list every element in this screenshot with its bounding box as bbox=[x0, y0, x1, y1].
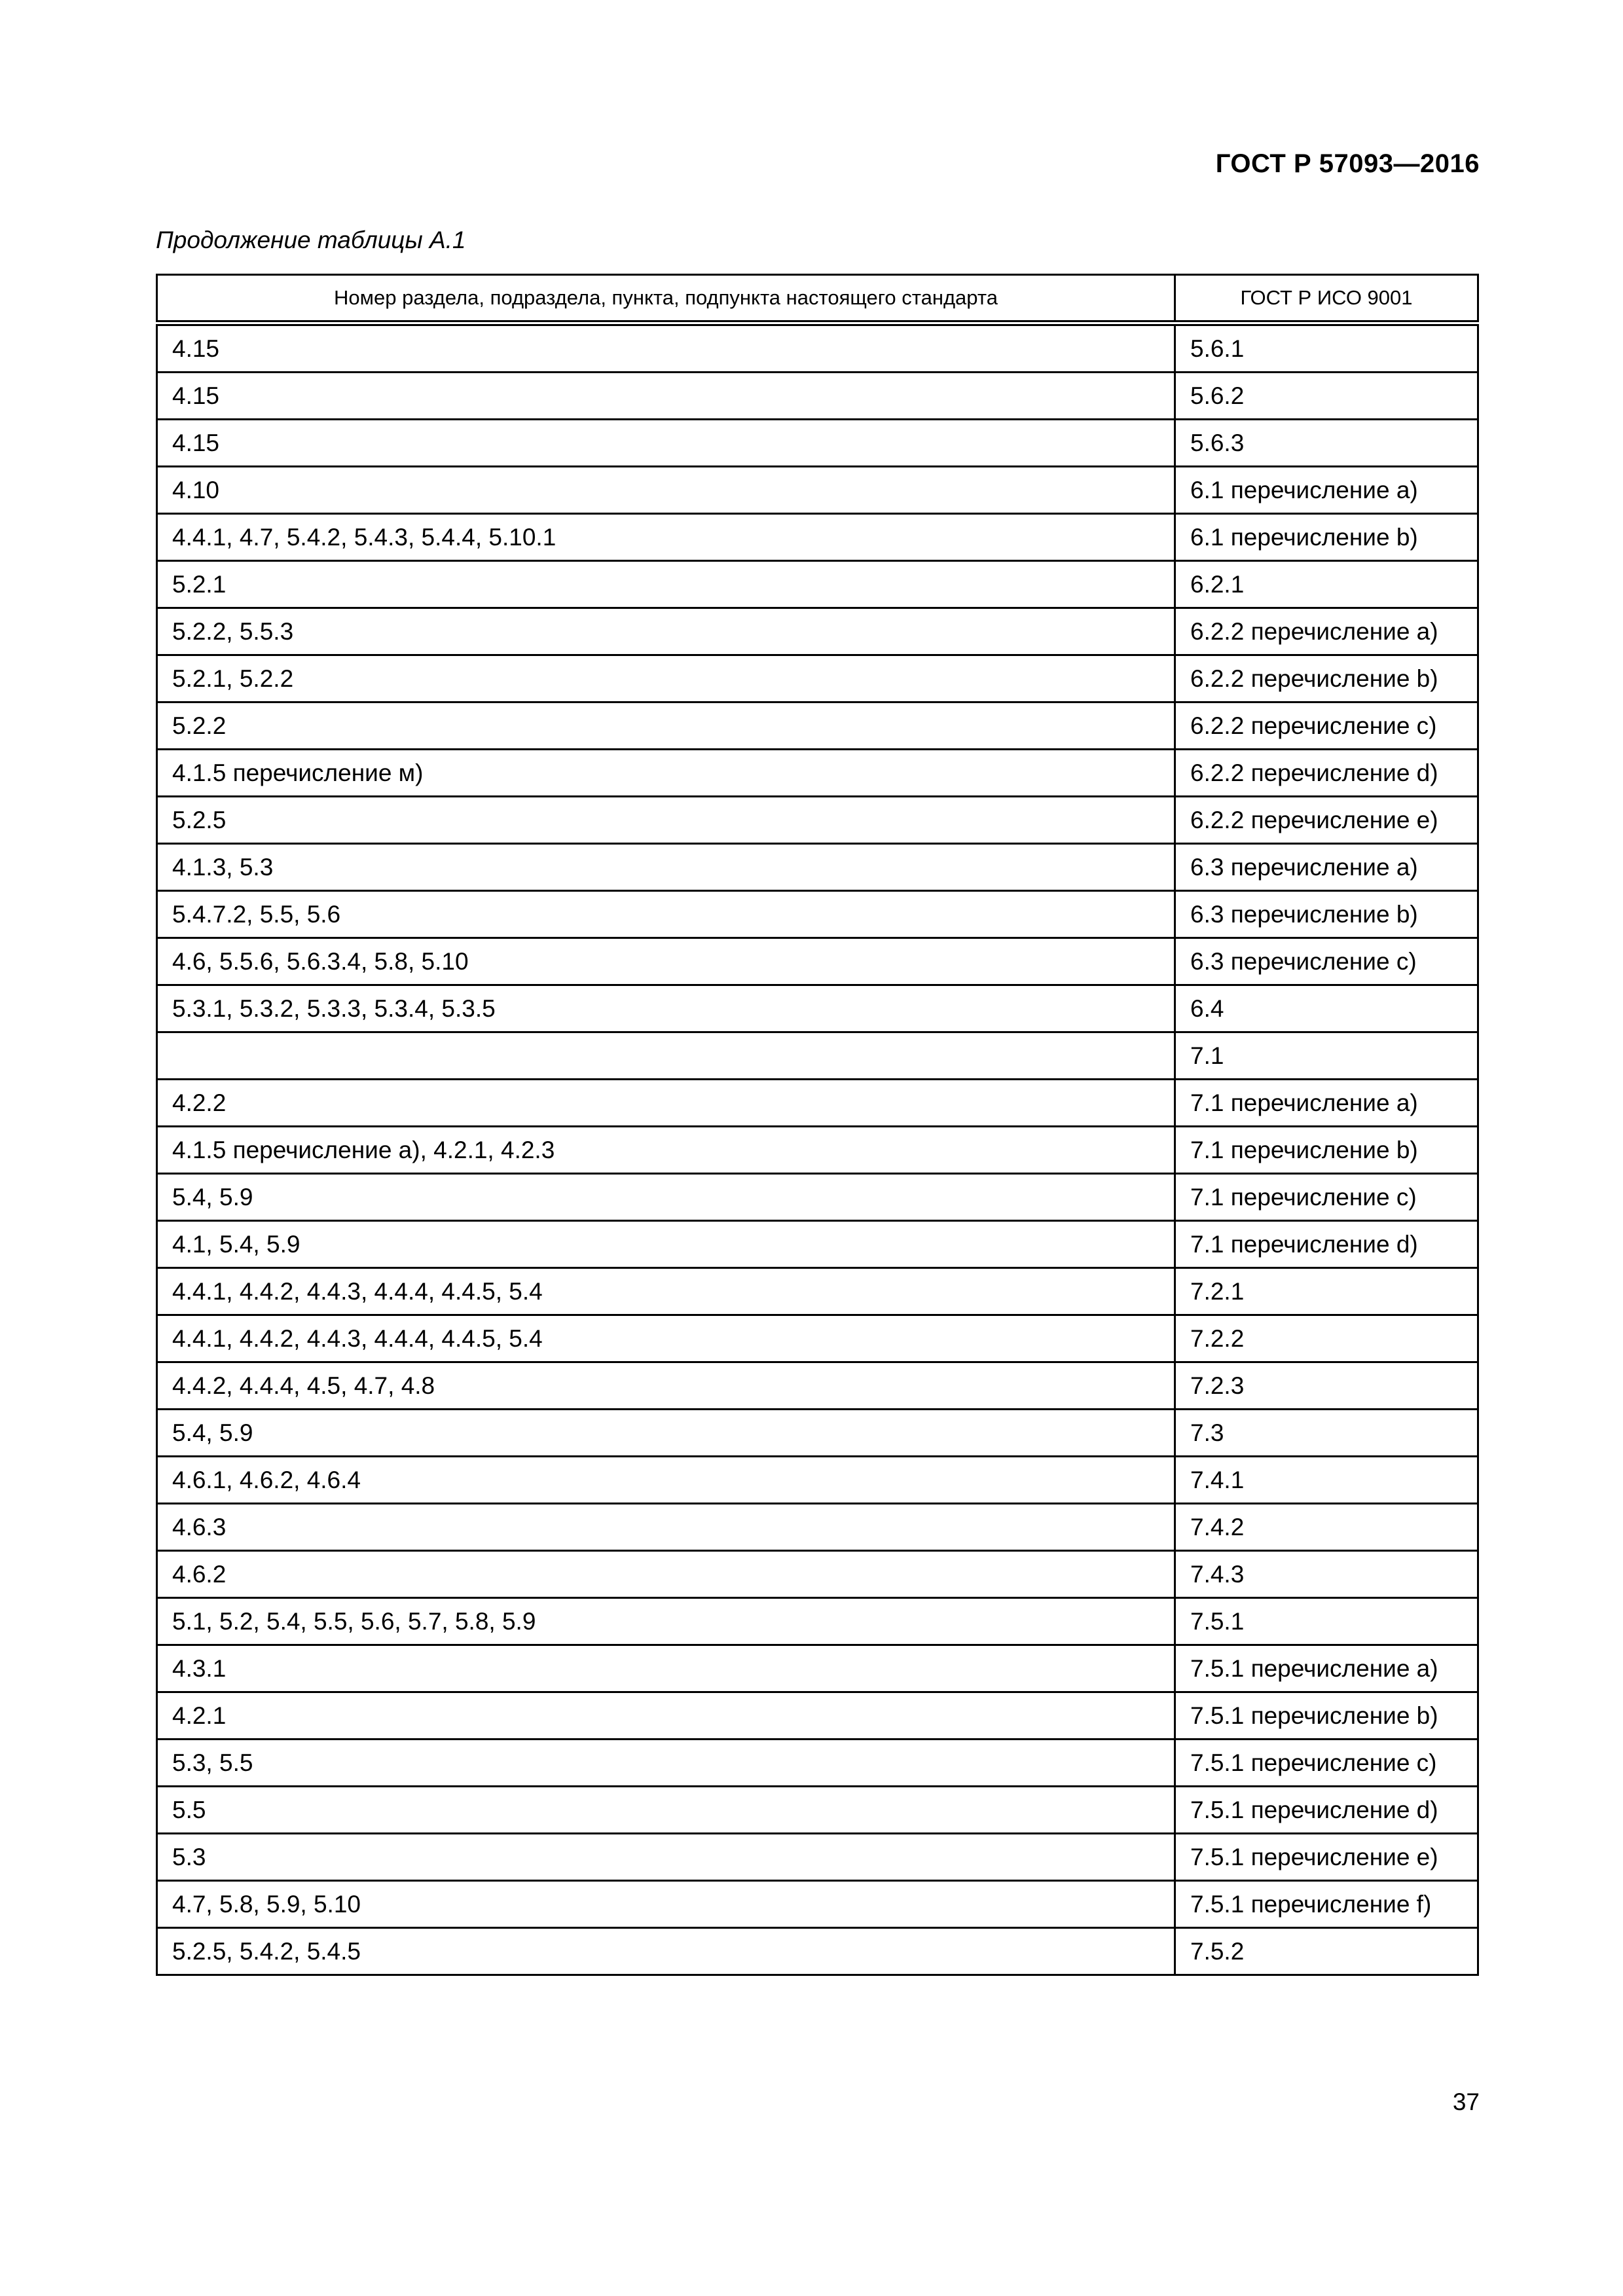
table-row bbox=[157, 373, 1478, 420]
cell-iso-9001-clause: 7.2.1 bbox=[1175, 1268, 1478, 1315]
table-row bbox=[157, 1268, 1478, 1315]
page-number: 37 bbox=[1452, 2088, 1480, 2115]
cell-iso-9001-clause: 7.1 перечисление b) bbox=[1175, 1127, 1478, 1174]
cell-iso-9001-clause: 7.1 bbox=[1175, 1032, 1478, 1080]
cell-standard-section: 5.4.7.2, 5.5, 5.6 bbox=[157, 891, 1175, 938]
cell-standard-section: 4.15 bbox=[157, 420, 1175, 467]
cell-iso-9001-clause: 5.6.3 bbox=[1175, 420, 1478, 467]
cell-iso-9001-clause: 7.5.1 bbox=[1175, 1598, 1478, 1645]
table-row bbox=[157, 1692, 1478, 1740]
cell-standard-section: 4.4.1, 4.4.2, 4.4.3, 4.4.4, 4.4.5, 5.4 bbox=[157, 1315, 1175, 1362]
cell-standard-section: 4.2.1 bbox=[157, 1692, 1175, 1740]
cell-standard-section: 4.2.2 bbox=[157, 1080, 1175, 1127]
cell-iso-9001-clause: 6.2.2 перечисление c) bbox=[1175, 702, 1478, 750]
table-row bbox=[157, 1032, 1478, 1080]
table-row bbox=[157, 1645, 1478, 1692]
table-row bbox=[157, 1174, 1478, 1221]
cell-standard-section: 4.1, 5.4, 5.9 bbox=[157, 1221, 1175, 1268]
cell-iso-9001-clause: 7.1 перечисление d) bbox=[1175, 1221, 1478, 1268]
cell-iso-9001-clause: 5.6.2 bbox=[1175, 373, 1478, 420]
cell-standard-section: 4.4.2, 4.4.4, 4.5, 4.7, 4.8 bbox=[157, 1362, 1175, 1410]
document-code-header: ГОСТ Р 57093—2016 bbox=[1215, 149, 1480, 178]
cell-iso-9001-clause: 7.5.1 перечисление e) bbox=[1175, 1834, 1478, 1881]
cell-standard-section: 4.6.3 bbox=[157, 1504, 1175, 1551]
cell-standard-section: 5.1, 5.2, 5.4, 5.5, 5.6, 5.7, 5.8, 5.9 bbox=[157, 1598, 1175, 1645]
cell-standard-section: 4.15 bbox=[157, 373, 1175, 420]
cell-iso-9001-clause: 7.5.2 bbox=[1175, 1928, 1478, 1975]
table-row bbox=[157, 1740, 1478, 1787]
cell-standard-section: 5.2.2, 5.5.3 bbox=[157, 608, 1175, 655]
cell-standard-section: 5.3.1, 5.3.2, 5.3.3, 5.3.4, 5.3.5 bbox=[157, 985, 1175, 1032]
cell-standard-section: 5.2.5, 5.4.2, 5.4.5 bbox=[157, 1928, 1175, 1975]
table-row bbox=[157, 1881, 1478, 1928]
table-row bbox=[157, 702, 1478, 750]
table-row bbox=[157, 797, 1478, 844]
cell-standard-section bbox=[157, 1032, 1175, 1080]
cell-iso-9001-clause: 7.5.1 перечисление c) bbox=[1175, 1740, 1478, 1787]
cell-iso-9001-clause: 6.2.2 перечисление a) bbox=[1175, 608, 1478, 655]
cell-standard-section: 4.6.1, 4.6.2, 4.6.4 bbox=[157, 1457, 1175, 1504]
table-row bbox=[157, 1127, 1478, 1174]
table-row bbox=[157, 608, 1478, 655]
table-row bbox=[157, 1787, 1478, 1834]
cell-iso-9001-clause: 6.2.2 перечисление e) bbox=[1175, 797, 1478, 844]
cell-iso-9001-clause: 6.2.2 перечисление b) bbox=[1175, 655, 1478, 702]
correspondence-table-container bbox=[156, 274, 1477, 1976]
cell-iso-9001-clause: 7.1 перечисление c) bbox=[1175, 1174, 1478, 1221]
cell-iso-9001-clause: 7.2.2 bbox=[1175, 1315, 1478, 1362]
cell-iso-9001-clause: 7.5.1 перечисление b) bbox=[1175, 1692, 1478, 1740]
table-row bbox=[157, 1551, 1478, 1598]
cell-standard-section: 4.1.5 перечисление а), 4.2.1, 4.2.3 bbox=[157, 1127, 1175, 1174]
table-row bbox=[157, 985, 1478, 1032]
table-row bbox=[157, 1362, 1478, 1410]
cell-iso-9001-clause: 7.3 bbox=[1175, 1410, 1478, 1457]
cell-standard-section: 4.15 bbox=[157, 323, 1175, 373]
cell-iso-9001-clause: 5.6.1 bbox=[1175, 323, 1478, 373]
cell-iso-9001-clause: 7.5.1 перечисление f) bbox=[1175, 1881, 1478, 1928]
cell-standard-section: 5.2.1 bbox=[157, 561, 1175, 608]
column-header-iso-9001: ГОСТ Р ИСО 9001 bbox=[1175, 275, 1478, 323]
column-header-standard-section: Номер раздела, подраздела, пункта, подпункта настоящего стандарта bbox=[157, 275, 1175, 323]
table-row bbox=[157, 420, 1478, 467]
table-row bbox=[157, 1410, 1478, 1457]
cell-iso-9001-clause: 6.4 bbox=[1175, 985, 1478, 1032]
cell-iso-9001-clause: 7.4.3 bbox=[1175, 1551, 1478, 1598]
cell-standard-section: 5.2.1, 5.2.2 bbox=[157, 655, 1175, 702]
table-row bbox=[157, 938, 1478, 985]
cell-iso-9001-clause: 6.3 перечисление a) bbox=[1175, 844, 1478, 891]
table-caption: Продолжение таблицы А.1 bbox=[156, 227, 466, 253]
table-row bbox=[157, 1315, 1478, 1362]
table-row bbox=[157, 1928, 1478, 1975]
cell-iso-9001-clause: 6.2.1 bbox=[1175, 561, 1478, 608]
cell-standard-section: 4.6, 5.5.6, 5.6.3.4, 5.8, 5.10 bbox=[157, 938, 1175, 985]
table-row bbox=[157, 891, 1478, 938]
table-row bbox=[157, 750, 1478, 797]
cell-standard-section: 4.3.1 bbox=[157, 1645, 1175, 1692]
table-row bbox=[157, 1080, 1478, 1127]
cell-standard-section: 4.10 bbox=[157, 467, 1175, 514]
cell-iso-9001-clause: 7.4.2 bbox=[1175, 1504, 1478, 1551]
table-row bbox=[157, 1834, 1478, 1881]
correspondence-table bbox=[156, 274, 1479, 1976]
cell-iso-9001-clause: 6.3 перечисление b) bbox=[1175, 891, 1478, 938]
cell-standard-section: 5.3 bbox=[157, 1834, 1175, 1881]
cell-standard-section: 4.1.3, 5.3 bbox=[157, 844, 1175, 891]
cell-standard-section: 5.2.2 bbox=[157, 702, 1175, 750]
cell-standard-section: 4.4.1, 4.4.2, 4.4.3, 4.4.4, 4.4.5, 5.4 bbox=[157, 1268, 1175, 1315]
cell-iso-9001-clause: 6.1 перечисление b) bbox=[1175, 514, 1478, 561]
cell-iso-9001-clause: 6.3 перечисление c) bbox=[1175, 938, 1478, 985]
cell-standard-section: 4.1.5 перечисление м) bbox=[157, 750, 1175, 797]
table-row bbox=[157, 1598, 1478, 1645]
table-row bbox=[157, 561, 1478, 608]
table-row bbox=[157, 323, 1478, 373]
cell-standard-section: 5.4, 5.9 bbox=[157, 1410, 1175, 1457]
cell-iso-9001-clause: 6.2.2 перечисление d) bbox=[1175, 750, 1478, 797]
table-row bbox=[157, 844, 1478, 891]
cell-standard-section: 5.3, 5.5 bbox=[157, 1740, 1175, 1787]
cell-iso-9001-clause: 6.1 перечисление a) bbox=[1175, 467, 1478, 514]
cell-iso-9001-clause: 7.5.1 перечисление a) bbox=[1175, 1645, 1478, 1692]
cell-iso-9001-clause: 7.1 перечисление a) bbox=[1175, 1080, 1478, 1127]
table-body bbox=[157, 323, 1478, 1975]
cell-iso-9001-clause: 7.5.1 перечисление d) bbox=[1175, 1787, 1478, 1834]
cell-iso-9001-clause: 7.2.3 bbox=[1175, 1362, 1478, 1410]
table-row bbox=[157, 467, 1478, 514]
cell-standard-section: 4.4.1, 4.7, 5.4.2, 5.4.3, 5.4.4, 5.10.1 bbox=[157, 514, 1175, 561]
cell-standard-section: 5.4, 5.9 bbox=[157, 1174, 1175, 1221]
table-header-row bbox=[157, 275, 1478, 323]
table-row bbox=[157, 655, 1478, 702]
cell-standard-section: 5.5 bbox=[157, 1787, 1175, 1834]
table-row bbox=[157, 1504, 1478, 1551]
cell-standard-section: 4.6.2 bbox=[157, 1551, 1175, 1598]
cell-standard-section: 4.7, 5.8, 5.9, 5.10 bbox=[157, 1881, 1175, 1928]
table-row bbox=[157, 1457, 1478, 1504]
cell-standard-section: 5.2.5 bbox=[157, 797, 1175, 844]
table-row bbox=[157, 1221, 1478, 1268]
cell-iso-9001-clause: 7.4.1 bbox=[1175, 1457, 1478, 1504]
table-row bbox=[157, 514, 1478, 561]
